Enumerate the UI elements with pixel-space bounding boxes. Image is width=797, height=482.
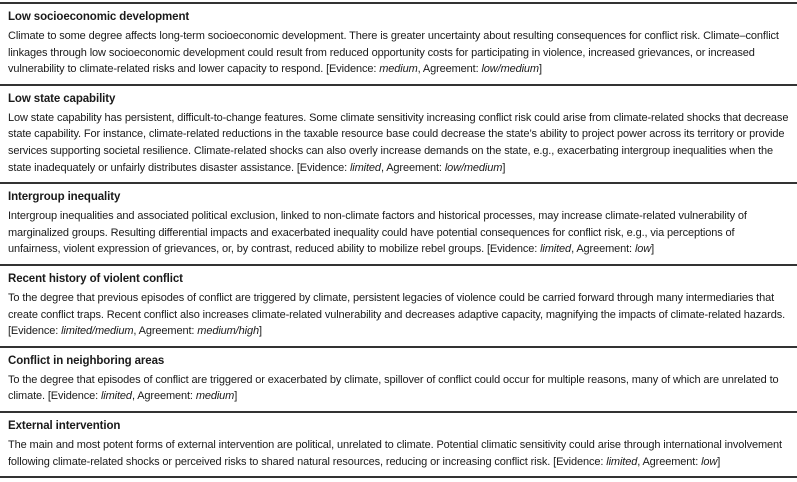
evidence-value: limited/medium xyxy=(61,325,134,338)
row-title: Intergroup inequality xyxy=(8,191,121,204)
agreement-label: , Agreement: xyxy=(131,390,196,403)
bracket-close: ] xyxy=(538,63,542,76)
evidence-label: [Evidence: xyxy=(8,325,62,338)
agreement-value: low/medium xyxy=(444,161,503,174)
agreement-label: , Agreement: xyxy=(380,161,445,174)
evidence-value: limited xyxy=(100,390,132,403)
evidence-value: limited xyxy=(349,161,381,174)
agreement-value: low/medium xyxy=(481,63,539,76)
agreement-value: low xyxy=(701,455,718,468)
row-text xyxy=(8,208,789,258)
bracket-close: ] xyxy=(258,325,262,338)
table-row-state-capability xyxy=(0,86,797,184)
bracket-close: ] xyxy=(502,161,506,174)
row-text xyxy=(8,28,789,78)
evidence-label: [Evidence: xyxy=(553,455,607,468)
bracket-close: ] xyxy=(717,455,721,468)
evidence-label: [Evidence: xyxy=(47,390,101,403)
row-text xyxy=(8,290,789,340)
table-row-socioeconomic xyxy=(0,4,797,86)
row-text xyxy=(8,110,789,176)
agreement-label: , Agreement: xyxy=(417,63,482,76)
row-description: To the degree that episodes of conflict are triggered or exacerbated by climate, spillover of conflict could occur for multiple reasons, many of which are unrelated to climate. xyxy=(8,373,779,403)
table-row-neighboring-conflict xyxy=(0,348,797,413)
row-title: Recent history of violent conflict xyxy=(8,272,183,285)
agreement-value: low xyxy=(634,243,652,256)
agreement-label: , Agreement: xyxy=(571,243,635,256)
table-row-violent-conflict-history xyxy=(0,266,797,348)
row-title: Conflict in neighboring areas xyxy=(8,354,165,367)
agreement-value: medium/high xyxy=(197,325,259,338)
evidence-value: limited xyxy=(540,243,572,256)
evidence-label: [Evidence: xyxy=(487,243,541,256)
bracket-close: ] xyxy=(234,390,238,403)
row-text xyxy=(8,437,789,470)
row-description: The main and most potent forms of external intervention are political, unrelated to climate. Potential climatic sensitivity could arise through international involvement following climate-related shocks or perceived risks to shared natural resources, reducing or increasing conflict risk. xyxy=(8,438,782,468)
row-title: Low state capability xyxy=(8,92,116,105)
bracket-close: ] xyxy=(651,243,655,256)
agreement-value: medium xyxy=(195,390,235,403)
row-text xyxy=(8,372,789,405)
row-description: Low state capability has persistent, difficult-to-change features. Some climate sensitivity increasing conflict risk could arise from climate-related shocks that decrease state capability. For instance, climate-related reductions in the taxable resource base could decrease the state’s ability to project power across its territory or provide services supporting societal resilience. Climate-related shocks can also overly increase demands on the state, e.g., exacerbating intergroup inequalities when the state inadequately or unfairly distributes disaster assistance. xyxy=(8,111,789,174)
evidence-value: medium xyxy=(379,63,418,76)
row-description: Intergroup inequalities and associated political exclusion, linked to non-climate factors and historical processes, may increase climate-related vulnerability of marginalized groups. Resulting differential impacts and exacerbated inequality could have potential consequences for conflict risk, e.g., via perceptions of unfairness, violent expression of grievances, or, by contrast, reduced ability to mobilize rebel groups. xyxy=(8,210,747,256)
row-title: External intervention xyxy=(8,419,121,432)
agreement-label: , Agreement: xyxy=(133,325,198,338)
evidence-label: [Evidence: xyxy=(296,161,350,174)
evidence-label: [Evidence: xyxy=(326,63,380,76)
row-title: Low socioeconomic development xyxy=(8,11,190,23)
row-description: Climate to some degree affects long-term socioeconomic development. There is greater uncertainty about resulting consequences for conflict risk. Climate–conflict linkages through low socioeconomic development could result from reduced opportunity costs for participating in violence, increased grievances, or increased vulnerability to climate-related risks and lower capacity to respond. xyxy=(8,30,779,76)
row-description: To the degree that previous episodes of conflict are triggered by climate, persistent legacies of violence could be carried forward through many intermediaries that create conflict traps. Recent conflict also increases climate-related vulnerability and decreases adaptive capacity, magnifying the impacts of climate-related hazards. xyxy=(8,291,786,321)
evidence-value: limited xyxy=(606,455,638,468)
agreement-label: , Agreement: xyxy=(637,455,702,468)
table-row-intergroup-inequality xyxy=(0,184,797,266)
table-row-external-intervention xyxy=(0,413,797,478)
conflict-factors-table xyxy=(0,2,797,478)
